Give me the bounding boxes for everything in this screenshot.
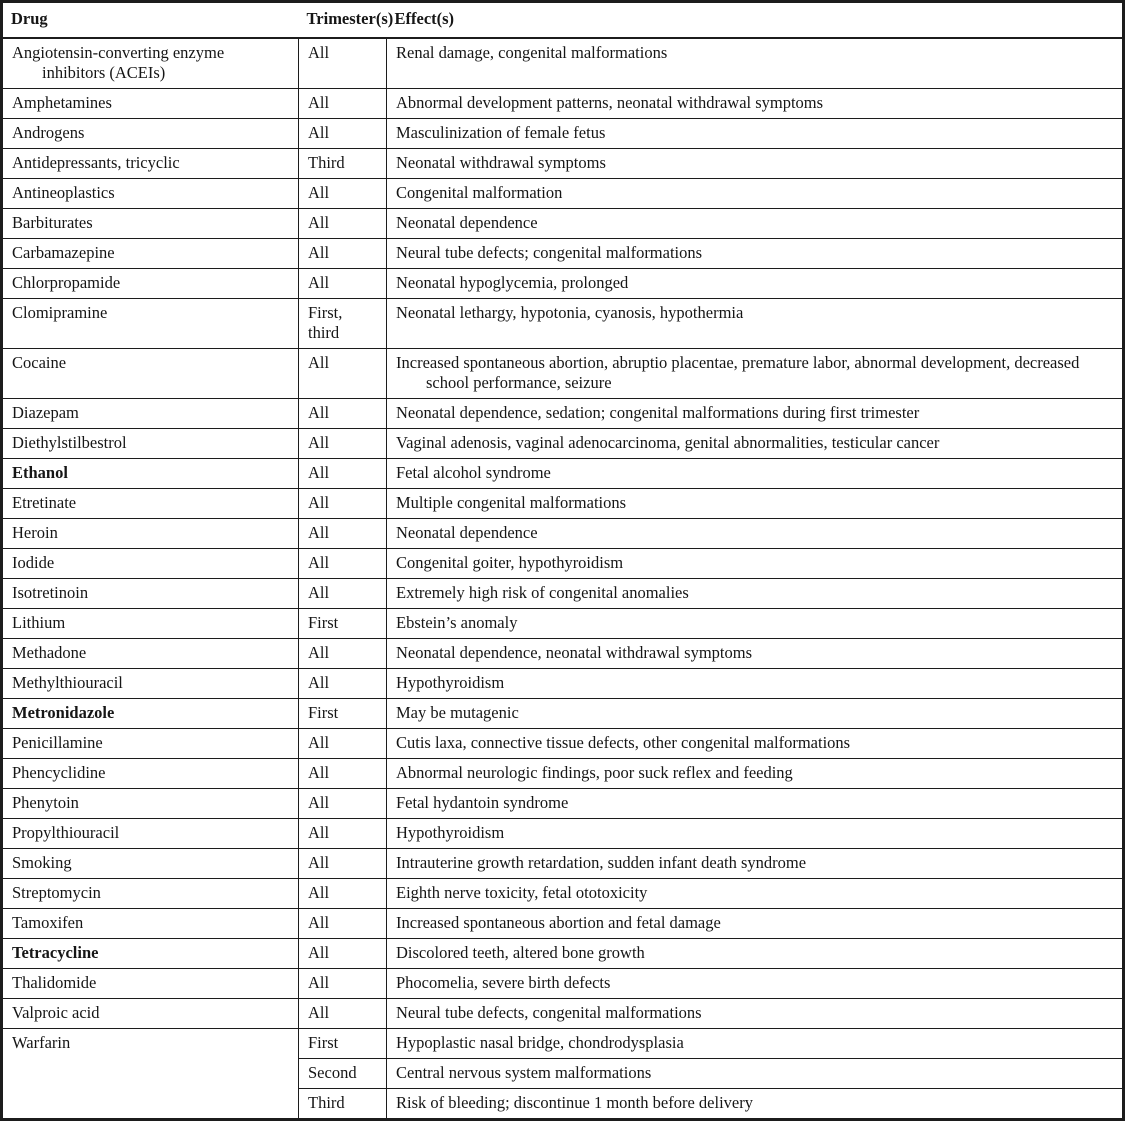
drug-name: Angiotensin-converting enzyme inhibitors (ACEIs) [12, 43, 225, 82]
drug-cell [2, 459, 299, 489]
table-body [2, 38, 1124, 1120]
effect-cell [387, 38, 1124, 89]
drug-cell [2, 699, 299, 729]
drug-name: Phencyclidine [12, 763, 106, 782]
effect-cell [387, 819, 1124, 849]
trimester-cell: All [299, 579, 387, 609]
drug-name: Androgens [12, 123, 85, 142]
drug-cell [2, 349, 299, 399]
drug-name: Barbiturates [12, 213, 93, 232]
drug-cell [2, 789, 299, 819]
drug-name: Antidepressants, tricyclic [12, 153, 180, 172]
drug-cell [2, 879, 299, 909]
trimester-cell: All [299, 999, 387, 1029]
drug-cell [2, 519, 299, 549]
drug-cell [2, 299, 299, 349]
drug-name: Amphetamines [12, 93, 112, 112]
effect-cell [387, 609, 1124, 639]
table-row [2, 1029, 1124, 1059]
drug-cell [2, 549, 299, 579]
effect-text: Neonatal dependence [396, 523, 538, 542]
trimester-cell: All [299, 549, 387, 579]
effect-text: Neonatal lethargy, hypotonia, cyanosis, hypothermia [396, 303, 744, 322]
table-row [2, 879, 1124, 909]
effect-cell [387, 729, 1124, 759]
drug-cell [2, 149, 299, 179]
trimester-cell: All [299, 969, 387, 999]
drug-name: Thalidomide [12, 973, 97, 992]
effect-text: Neonatal hypoglycemia, prolonged [396, 273, 629, 292]
effect-text: Neural tube defects, congenital malformations [396, 1003, 702, 1022]
drug-name: Diethylstilbestrol [12, 433, 127, 452]
effect-cell [387, 1059, 1124, 1089]
effect-text: Neonatal dependence [396, 213, 538, 232]
trimester-cell: Third [299, 149, 387, 179]
trimester-cell: First [299, 699, 387, 729]
effect-cell [387, 459, 1124, 489]
trimester-cell: All [299, 349, 387, 399]
table-row [2, 459, 1124, 489]
drug-cell [2, 38, 299, 89]
effect-cell [387, 939, 1124, 969]
drug-name: Ethanol [12, 463, 68, 482]
effect-cell [387, 549, 1124, 579]
drug-cell [2, 669, 299, 699]
drug-name: Phenytoin [12, 793, 79, 812]
effect-text: May be mutagenic [396, 703, 519, 722]
table-row [2, 519, 1124, 549]
drug-name: Warfarin [12, 1033, 71, 1052]
trimester-cell: Third [299, 1089, 387, 1120]
effect-text: Central nervous system malformations [396, 1063, 652, 1082]
drug-name: Methylthiouracil [12, 673, 123, 692]
effect-text: Masculinization of female fetus [396, 123, 606, 142]
trimester-cell: All [299, 909, 387, 939]
table-row [2, 999, 1124, 1029]
effect-cell [387, 759, 1124, 789]
effect-cell [387, 909, 1124, 939]
drug-name: Propylthiouracil [12, 823, 120, 842]
effect-cell [387, 1029, 1124, 1059]
drug-name: Etretinate [12, 493, 77, 512]
effect-text: Phocomelia, severe birth defects [396, 973, 611, 992]
drug-cell [2, 489, 299, 519]
effect-cell [387, 789, 1124, 819]
trimester-cell: All [299, 879, 387, 909]
drug-cell [2, 1029, 299, 1120]
drug-cell [2, 939, 299, 969]
effect-text: Neonatal dependence, sedation; congenital malformations during first trimester [396, 403, 920, 422]
effect-cell [387, 89, 1124, 119]
trimester-cell: All [299, 38, 387, 89]
effect-cell [387, 299, 1124, 349]
drug-cell [2, 269, 299, 299]
effect-text: Neural tube defects; congenital malformations [396, 243, 703, 262]
effect-text: Increased spontaneous abortion and fetal damage [396, 913, 721, 932]
trimester-cell: Second [299, 1059, 387, 1089]
effect-text: Risk of bleeding; discontinue 1 month before delivery [396, 1093, 753, 1112]
effect-cell [387, 999, 1124, 1029]
effect-text: Fetal hydantoin syndrome [396, 793, 569, 812]
effect-text: Ebstein’s anomaly [396, 613, 518, 632]
drug-name: Isotretinoin [12, 583, 89, 602]
effect-cell [387, 969, 1124, 999]
drug-name: Metronidazole [12, 703, 115, 722]
table-row [2, 269, 1124, 299]
table-row [2, 549, 1124, 579]
table-row [2, 789, 1124, 819]
trimester-cell: All [299, 119, 387, 149]
table-row [2, 239, 1124, 269]
effect-text: Congenital goiter, hypothyroidism [396, 553, 624, 572]
table-row [2, 89, 1124, 119]
trimester-cell: All [299, 489, 387, 519]
trimester-cell: All [299, 269, 387, 299]
drug-cell [2, 179, 299, 209]
drug-cell [2, 759, 299, 789]
table-row [2, 429, 1124, 459]
trimester-cell: All [299, 519, 387, 549]
effect-text: Renal damage, congenital malformations [396, 43, 668, 62]
table-row [2, 209, 1124, 239]
drug-name: Methadone [12, 643, 87, 662]
drug-name: Antineoplastics [12, 183, 115, 202]
table-row [2, 969, 1124, 999]
table-row [2, 149, 1124, 179]
trimester-cell: First [299, 1029, 387, 1059]
drug-name: Smoking [12, 853, 72, 872]
drug-cell [2, 849, 299, 879]
column-header-trimester: Trimester(s) [299, 2, 387, 39]
column-header-drug: Drug [2, 2, 299, 39]
effect-cell [387, 639, 1124, 669]
drug-name: Cocaine [12, 353, 67, 372]
effect-cell [387, 269, 1124, 299]
effect-cell [387, 669, 1124, 699]
effect-cell [387, 399, 1124, 429]
effect-cell [387, 209, 1124, 239]
table-row [2, 939, 1124, 969]
effect-cell [387, 579, 1124, 609]
table-row [2, 489, 1124, 519]
effect-text: Hypothyroidism [396, 673, 505, 692]
effect-cell [387, 489, 1124, 519]
table-row [2, 669, 1124, 699]
table-row [2, 119, 1124, 149]
table-row [2, 399, 1124, 429]
drug-name: Heroin [12, 523, 58, 542]
effect-cell [387, 179, 1124, 209]
table-row [2, 179, 1124, 209]
effect-text: Eighth nerve toxicity, fetal ototoxicity [396, 883, 648, 902]
table-row [2, 699, 1124, 729]
effect-cell [387, 349, 1124, 399]
effect-cell [387, 119, 1124, 149]
trimester-cell: All [299, 819, 387, 849]
effect-text: Abnormal neurologic findings, poor suck reflex and feeding [396, 763, 793, 782]
table-row [2, 38, 1124, 89]
trimester-cell: All [299, 459, 387, 489]
trimester-cell: All [299, 179, 387, 209]
effect-text: Vaginal adenosis, vaginal adenocarcinoma, genital abnormalities, testicular cancer [396, 433, 940, 452]
table-row [2, 849, 1124, 879]
table-row [2, 299, 1124, 349]
trimester-cell: All [299, 399, 387, 429]
effect-text: Intrauterine growth retardation, sudden infant death syndrome [396, 853, 807, 872]
effect-text: Extremely high risk of congenital anomalies [396, 583, 689, 602]
effect-text: Neonatal dependence, neonatal withdrawal symptoms [396, 643, 753, 662]
trimester-cell: All [299, 429, 387, 459]
trimester-cell: All [299, 759, 387, 789]
drug-name: Clomipramine [12, 303, 108, 322]
effect-cell [387, 849, 1124, 879]
drug-cell [2, 89, 299, 119]
table-row [2, 729, 1124, 759]
effect-text: Hypothyroidism [396, 823, 505, 842]
trimester-cell: All [299, 789, 387, 819]
trimester-cell: All [299, 849, 387, 879]
effect-cell [387, 699, 1124, 729]
table-row [2, 819, 1124, 849]
effect-cell [387, 429, 1124, 459]
effect-text: Hypoplastic nasal bridge, chondrodysplasia [396, 1033, 684, 1052]
effect-text: Discolored teeth, altered bone growth [396, 943, 645, 962]
drug-name: Tetracycline [12, 943, 99, 962]
header-row [2, 2, 1124, 39]
drug-name: Iodide [12, 553, 55, 572]
effect-text: Multiple congenital malformations [396, 493, 627, 512]
effect-cell [387, 519, 1124, 549]
effect-text: Fetal alcohol syndrome [396, 463, 551, 482]
table-row [2, 639, 1124, 669]
drug-cell [2, 399, 299, 429]
table-row [2, 759, 1124, 789]
effect-cell [387, 239, 1124, 269]
table-row [2, 609, 1124, 639]
drug-cell [2, 969, 299, 999]
drug-name: Penicillamine [12, 733, 103, 752]
drug-cell [2, 579, 299, 609]
trimester-cell: All [299, 639, 387, 669]
column-header-effect: Effect(s) [387, 2, 1124, 39]
trimester-cell: All [299, 89, 387, 119]
drug-cell [2, 819, 299, 849]
effect-cell [387, 149, 1124, 179]
trimester-cell: All [299, 939, 387, 969]
trimester-cell: All [299, 729, 387, 759]
drug-cell [2, 429, 299, 459]
effect-text: Abnormal development patterns, neonatal withdrawal symptoms [396, 93, 824, 112]
drug-cell [2, 729, 299, 759]
drug-name: Lithium [12, 613, 66, 632]
drug-cell [2, 609, 299, 639]
drug-cell [2, 239, 299, 269]
trimester-cell: All [299, 239, 387, 269]
drug-name: Chlorpropamide [12, 273, 121, 292]
trimester-cell: All [299, 209, 387, 239]
effect-text: Congenital malformation [396, 183, 563, 202]
table-row [2, 349, 1124, 399]
drug-name: Diazepam [12, 403, 79, 422]
drug-name: Valproic acid [12, 1003, 100, 1022]
drug-cell [2, 909, 299, 939]
table-row [2, 579, 1124, 609]
effect-text: Cutis laxa, connective tissue defects, other congenital malformations [396, 733, 851, 752]
drug-cell [2, 639, 299, 669]
drug-name: Streptomycin [12, 883, 101, 902]
effect-cell [387, 879, 1124, 909]
trimester-cell: First [299, 609, 387, 639]
drug-cell [2, 119, 299, 149]
trimester-cell: All [299, 669, 387, 699]
drug-cell [2, 999, 299, 1029]
drug-name: Tamoxifen [12, 913, 84, 932]
table-row [2, 909, 1124, 939]
effect-text: Neonatal withdrawal symptoms [396, 153, 606, 172]
trimester-cell: First, third [299, 299, 387, 349]
effect-cell [387, 1089, 1124, 1120]
effect-text: Increased spontaneous abortion, abruptio placentae, premature labor, abnormal development, decreased school performance, seizure [396, 353, 1080, 392]
drug-cell [2, 209, 299, 239]
drug-name: Carbamazepine [12, 243, 115, 262]
